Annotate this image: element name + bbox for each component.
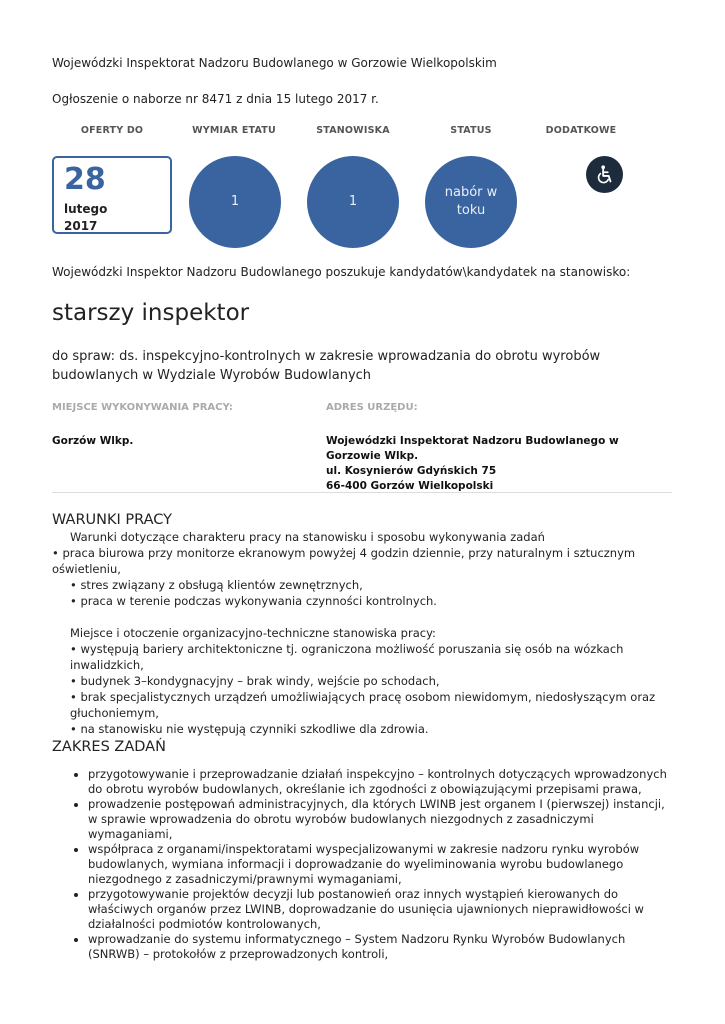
position-title: starszy inspektor [52,300,250,326]
list-item: • przygotowywanie projektów decyzji lub postanowień oraz innych wystąpień kierowanych do właściwych organów przez LWINB, doprowadzanie do usunięcia ujawnionych nieprawidłowości w działalności podmiotów kontrolowanych, [88,887,670,932]
duties-list [70,767,670,962]
place-value: Gorzów Wlkp. [52,435,134,447]
list-item: • prowadzenie postępowań administracyjnych, dla których LWINB jest organem I (pierwszej) instancji, w sprawie wprowadzenia do obrotu wyrobów budowlanych niezgodnych z zasadniczymi wymaganiami, [88,797,670,842]
label-job-size: WYMIAR ETATU [192,125,276,136]
status-circle [425,156,517,248]
address-label: ADRES URZĘDU: [326,402,418,413]
job-size-value: 1 [230,194,240,209]
wheelchair-icon [586,156,623,193]
deadline-month: lutego [64,202,108,216]
label-additional: DODATKOWE [545,125,617,136]
positions-circle [307,156,399,248]
label-status: STATUS [450,125,492,136]
positions-value: 1 [348,194,358,209]
conditions-title: WARUNKI PRACY [52,512,173,528]
list-item: • stres związany z obsługą klientów zewnętrznych, [70,578,363,592]
duties-title: ZAKRES ZADAŃ [52,739,166,755]
address-line: Wojewódzki Inspektorat Nadzoru Budowlanego w Gorzowie Wlkp. [326,435,619,462]
list-item: • przygotowywanie i przeprowadzanie działań inspekcyjno – kontrolnych dotyczących wprowadzonych do obrotu wyrobów budowlanych, określanie ich zgodności z obowiązującymi przepisami prawa, [88,767,670,797]
job-size-circle [189,156,281,248]
address-line: ul. Kosynierów Gdyńskich 75 [326,465,497,477]
divider [52,492,672,493]
deadline-date-box [52,156,172,234]
list-item: • występują bariery architektoniczne tj. ograniczona możliwość poruszania się osób na wózkach inwalidzkich, [70,642,624,672]
deadline-day: 28 [64,162,106,197]
duties-content [70,767,670,962]
list-item: • na stanowisku nie występują czynniki szkodliwe dla zdrowia. [70,722,429,736]
label-offers-until: OFERTY DO [80,125,144,136]
office-address [326,434,671,494]
seeking-text: Wojewódzki Inspektor Nadzoru Budowlanego poszukuje kandydatów\kandydatek na stanowisko: [52,265,631,279]
organization-name: Wojewódzki Inspektorat Nadzoru Budowlanego w Gorzowie Wielkopolskim [52,56,497,70]
deadline-year: 2017 [64,219,98,233]
announcement-title: Ogłoszenie o naborze nr 8471 z dnia 15 lutego 2017 r. [52,92,379,106]
status-value: nabór w toku [444,185,498,218]
list-item: • brak specjalistycznych urządzeń umożliwiających pracę osobom niewidomym, niedosłyszącym oraz głuchoniemym, [70,690,656,720]
address-line: 66-400 Gorzów Wielkopolski [326,480,494,492]
list-item: • wprowadzanie do systemu informatycznego – System Nadzoru Rynku Wyrobów Budowlanych (SNRWB) – protokołów z przeprowadzonych kontroli, [88,932,670,962]
conditions-intro: Warunki dotyczące charakteru pracy na stanowisku i sposobu wykonywania zadań [70,530,545,544]
list-item: • praca w terenie podczas wykonywania czynności kontrolnych. [70,594,437,608]
label-positions: STANOWISKA [316,125,390,136]
list-item: • budynek 3–kondygnacyjny – brak windy, wejście po schodach, [70,674,440,688]
conditions-content [52,529,670,737]
conditions-intro: Miejsce i otoczenie organizacyjno-techniczne stanowiska pracy: [70,626,436,640]
place-label: MIEJSCE WYKONYWANIA PRACY: [52,402,233,413]
list-item: • praca biurowa przy monitorze ekranowym powyżej 4 godzin dziennie, przy naturalnym i sztucznym oświetleniu, [52,546,636,576]
list-item: • współpraca z organami/inspektoratami wyspecjalizowanymi w zakresie nadzoru rynku wyrobów budowlanych, wymiana informacji i doprowadzanie do wyeliminowania wyrobu budowlanego niezgodnego z zasadniczymi/prawnymi wymaganiami, [88,842,670,887]
position-scope: do spraw: ds. inspekcyjno-kontrolnych w zakresie wprowadzania do obrotu wyrobów budowlanych w Wydziale Wyrobów Budowlanych [52,349,601,383]
